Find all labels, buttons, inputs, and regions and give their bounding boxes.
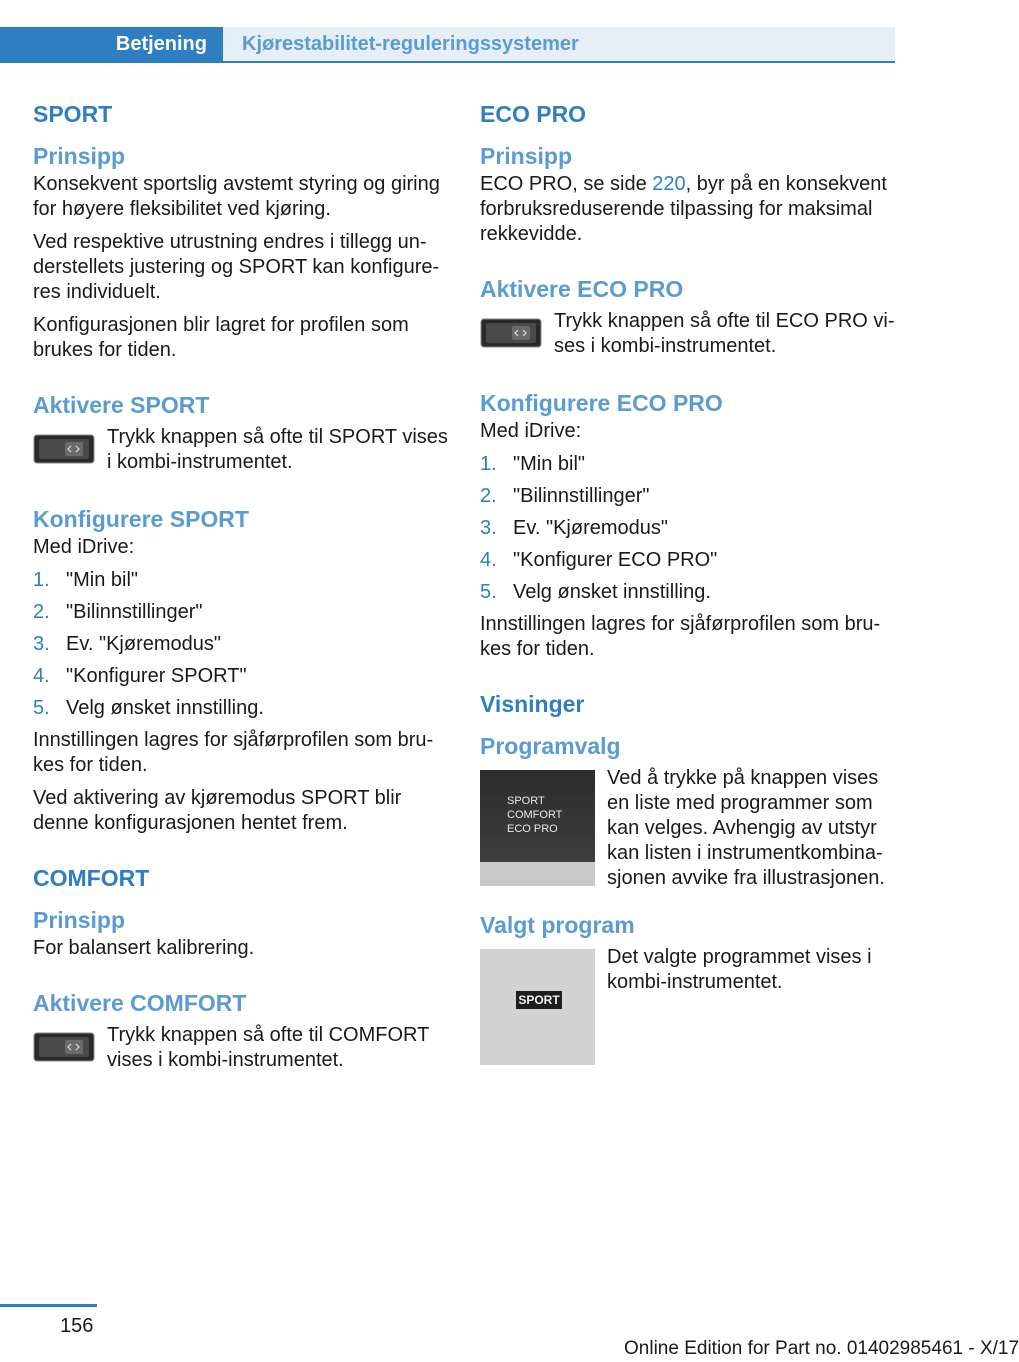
comfort-activate-row [33, 1023, 451, 1073]
list-item: 5. Velg ønsket innstilling. [33, 697, 264, 719]
program-selection-text: Ved å trykke på knappen vises en liste med programmer som kan velges. Avhengig av utstyr kan listen i instrumentkombinasjonen avvike fra illustrasjonen. [607, 767, 885, 889]
sport-title: SPORT [33, 101, 113, 127]
eco-configure-intro: Med iDrive: [480, 420, 582, 442]
sport-principle-text-1: Konsekvent sportslig avstemt styring og giring for høyere fleksibilitet ved kjøring. [33, 173, 440, 220]
displays-title: Visninger [480, 691, 585, 717]
edition-footer: Online Edition for Part no. 01402985461 - X/17 [624, 1338, 1019, 1359]
sport-activate-row [33, 425, 451, 475]
sport-after-text-1: Innstillingen lagres for sjåførprofilen som brukes for tiden. [33, 729, 434, 776]
eco-steps-list [480, 452, 896, 605]
selected-program-heading: Valgt program [480, 912, 635, 938]
tab-betjening[interactable]: Betjening [0, 27, 223, 61]
header-bar [0, 27, 895, 63]
eco-activate-row [480, 309, 896, 359]
sport-principle-heading: Prinsipp [33, 143, 126, 169]
eco-principle-text: ECO PRO, se side 220, byr på en konsekvent forbruksreduserende tilpassing for maksimal rekkevidde. [480, 173, 887, 245]
selected-program-label: SPORT [516, 991, 562, 1009]
drive-mode-button-icon [480, 318, 542, 348]
eco-after-text: Innstillingen lagres for sjåførprofilen som brukes for tiden. [480, 613, 881, 660]
eco-title: ECO PRO [480, 101, 587, 127]
list-item: 4. "Konfigurer ECO PRO" [480, 549, 718, 571]
list-item: 1. "Min bil" [480, 453, 585, 475]
comfort-principle-heading: Prinsipp [33, 907, 126, 933]
comfort-principle-text: For balansert kalibrering. [33, 937, 255, 959]
drive-mode-button-icon [33, 1032, 95, 1062]
sport-principle-text-3: Konfigurasjonen blir lagret for profilen som brukes for tiden. [33, 314, 409, 361]
sport-configure-heading: Konfigurere SPORT [33, 506, 249, 532]
list-item: 2. "Bilinnstillinger" [33, 601, 203, 623]
program-selection-row [480, 766, 896, 891]
list-item: 5. Velg ønsket innstilling. [480, 581, 711, 603]
right-column [480, 98, 896, 1065]
selected-program-text: Det valgte programmet vises i kombi-instrumentet. [607, 946, 872, 993]
sport-configure-intro: Med iDrive: [33, 536, 135, 558]
eco-activate-text: Trykk knappen så ofte til ECO PRO vises i kombi-instrumentet. [554, 310, 895, 357]
list-item: 2. "Bilinnstillinger" [480, 485, 650, 507]
left-column [33, 98, 451, 1073]
list-item: 3. Ev. "Kjøremodus" [33, 633, 221, 655]
program-list-image [480, 770, 595, 886]
sport-after-text-2: Ved aktivering av kjøremodus SPORT blir denne konfigurasjonen hentet frem. [33, 787, 402, 834]
eco-principle-heading: Prinsipp [480, 143, 573, 169]
program-selection-heading: Programvalg [480, 733, 621, 759]
sport-activate-text: Trykk knappen så ofte til SPORT vises i kombi-instrumentet. [107, 426, 448, 473]
selected-program-row [480, 945, 896, 1065]
eco-configure-heading: Konfigurere ECO PRO [480, 390, 723, 416]
footer-line [0, 1304, 97, 1307]
page-link[interactable]: 220 [652, 173, 686, 195]
eco-activate-heading: Aktivere ECO PRO [480, 276, 684, 302]
drive-mode-button-icon [33, 434, 95, 464]
list-item: 4. "Konfigurer SPORT" [33, 665, 247, 687]
tab-section[interactable]: Kjørestabilitet-reguleringssystemer [223, 27, 895, 61]
comfort-title: COMFORT [33, 865, 150, 891]
sport-steps-list [33, 568, 451, 721]
list-item: 1. "Min bil" [33, 569, 138, 591]
program-item-eco: ECO PRO [507, 823, 558, 835]
selected-program-image [480, 949, 595, 1065]
page-number: 156 [60, 1315, 94, 1337]
list-item: 3. Ev. "Kjøremodus" [480, 517, 668, 539]
sport-principle-text-2: Ved respektive utrustning endres i tillegg understellets justering og SPORT kan konfigureres individuelt. [33, 231, 440, 303]
sport-activate-heading: Aktivere SPORT [33, 392, 210, 418]
comfort-activate-text: Trykk knappen så ofte til COMFORT vises i kombi-instrumentet. [107, 1024, 429, 1071]
comfort-activate-heading: Aktivere COMFORT [33, 990, 247, 1016]
program-item-comfort: COMFORT [507, 809, 563, 821]
program-item-sport: SPORT [507, 795, 545, 807]
